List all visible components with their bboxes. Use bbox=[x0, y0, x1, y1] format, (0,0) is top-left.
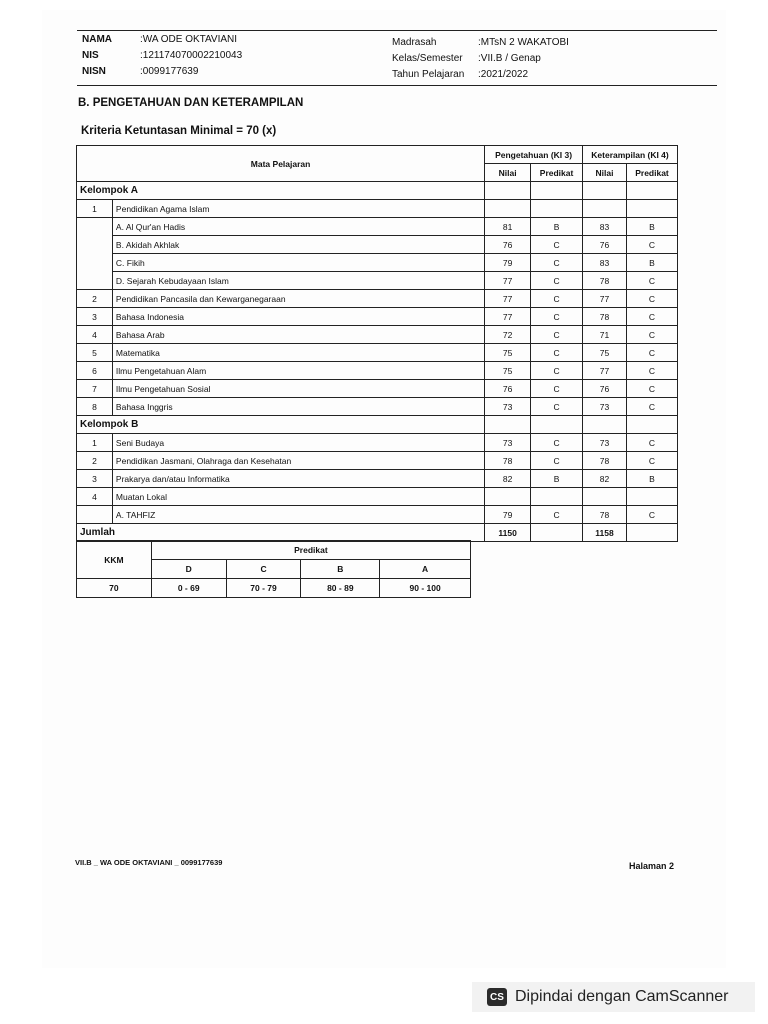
nilai-ki4: 76 bbox=[583, 380, 627, 398]
nilai-ki3: 81 bbox=[485, 218, 531, 236]
nisn-label: NISN bbox=[82, 66, 106, 77]
legend-predikat-label: Predikat bbox=[151, 541, 470, 560]
kkm-title: Kriteria Ketuntasan Minimal = 70 (x) bbox=[81, 125, 277, 137]
nilai-ki3-header: Nilai bbox=[485, 164, 531, 182]
nilai-ki4: 83 bbox=[583, 218, 627, 236]
empty-cell bbox=[531, 416, 583, 434]
tahun-value: 2021/2022 bbox=[480, 69, 529, 80]
nilai-ki4: 77 bbox=[583, 290, 627, 308]
predikat-ki4: C bbox=[626, 452, 677, 470]
row-subject: Pendidikan Jasmani, Olahraga dan Kesehatan bbox=[112, 452, 484, 470]
legend-range: 0 - 69 bbox=[151, 579, 226, 598]
row-subject: A. TAHFIZ bbox=[112, 506, 484, 524]
predikat-ki4: C bbox=[626, 344, 677, 362]
predikat-ki3: C bbox=[531, 272, 583, 290]
predikat-ki3-header: Predikat bbox=[531, 164, 583, 182]
row-no: 4 bbox=[77, 326, 113, 344]
row-subject: B. Akidah Akhlak bbox=[112, 236, 484, 254]
predikat-ki3: C bbox=[531, 326, 583, 344]
empty-cell bbox=[626, 524, 677, 542]
nama-label: NAMA bbox=[82, 34, 112, 45]
row-subject: Pendidikan Pancasila dan Kewarganegaraan bbox=[112, 290, 484, 308]
row-no: 3 bbox=[77, 470, 113, 488]
empty-cell bbox=[531, 524, 583, 542]
nilai-ki4: 78 bbox=[583, 308, 627, 326]
predikat-ki3: C bbox=[531, 506, 583, 524]
row-no: 2 bbox=[77, 452, 113, 470]
predikat-ki4: B bbox=[626, 218, 677, 236]
predikat-ki4-header: Predikat bbox=[626, 164, 677, 182]
nilai-ki3: 73 bbox=[485, 398, 531, 416]
grades-table bbox=[76, 145, 678, 542]
table-row bbox=[77, 344, 678, 362]
predikat-ki3: C bbox=[531, 290, 583, 308]
row-subject: C. Fikih bbox=[112, 254, 484, 272]
table-row bbox=[77, 254, 678, 272]
nilai-ki4: 83 bbox=[583, 254, 627, 272]
row-no-empty bbox=[77, 218, 113, 236]
row-subject: Muatan Lokal bbox=[112, 488, 484, 506]
nilai-ki3: 77 bbox=[485, 308, 531, 326]
nilai-ki4: 82 bbox=[583, 470, 627, 488]
table-row bbox=[77, 362, 678, 380]
madrasah-label: Madrasah bbox=[392, 37, 437, 48]
group-a-label: Kelompok A bbox=[77, 182, 485, 200]
predikat-ki3: C bbox=[531, 362, 583, 380]
predikat-ki3: C bbox=[531, 398, 583, 416]
group-b-label: Kelompok B bbox=[77, 416, 485, 434]
legend-grade: D bbox=[151, 560, 226, 579]
row-no: 5 bbox=[77, 344, 113, 362]
mapel-header: Mata Pelajaran bbox=[77, 146, 485, 182]
row-no: 8 bbox=[77, 398, 113, 416]
predikat-legend bbox=[76, 540, 471, 598]
predikat-ki4: B bbox=[626, 254, 677, 272]
empty-cell bbox=[485, 416, 531, 434]
legend-grade: B bbox=[301, 560, 380, 579]
row-subject: Bahasa Arab bbox=[112, 326, 484, 344]
row-no: 1 bbox=[77, 200, 113, 218]
tahun-label: Tahun Pelajaran bbox=[392, 69, 465, 80]
footer-student-id: VII.B _ WA ODE OKTAVIANI _ 0099177639 bbox=[75, 858, 223, 867]
nilai-ki3: 82 bbox=[485, 470, 531, 488]
empty-cell bbox=[531, 488, 583, 506]
nama-value: WA ODE OKTAVIANI bbox=[142, 34, 238, 45]
jumlah-label: Jumlah bbox=[77, 524, 485, 542]
predikat-ki3: B bbox=[531, 470, 583, 488]
camscanner-watermark bbox=[472, 982, 755, 1012]
predikat-ki4: C bbox=[626, 506, 677, 524]
row-no-empty bbox=[77, 272, 113, 290]
nilai-ki4: 77 bbox=[583, 362, 627, 380]
nilai-ki4: 78 bbox=[583, 506, 627, 524]
nilai-ki3: 76 bbox=[485, 236, 531, 254]
camscanner-logo-icon: CS bbox=[487, 988, 507, 1006]
empty-cell bbox=[583, 416, 627, 434]
nilai-ki3: 77 bbox=[485, 272, 531, 290]
row-no: 7 bbox=[77, 380, 113, 398]
nis-value: 121174070002210043 bbox=[142, 50, 243, 61]
row-subject: A. Al Qur'an Hadis bbox=[112, 218, 484, 236]
row-subject: D. Sejarah Kebudayaan Islam bbox=[112, 272, 484, 290]
jumlah-ki3: 1150 bbox=[485, 524, 531, 542]
nisn-value: 0099177639 bbox=[142, 66, 199, 77]
nilai-ki3: 75 bbox=[485, 362, 531, 380]
kelas-value: VII.B / Genap bbox=[480, 53, 541, 64]
page-number: Halaman 2 bbox=[629, 861, 675, 871]
table-row bbox=[77, 434, 678, 452]
predikat-ki4: C bbox=[626, 398, 677, 416]
predikat-ki4: C bbox=[626, 434, 677, 452]
nilai-ki4: 71 bbox=[583, 326, 627, 344]
row-subject: Seni Budaya bbox=[112, 434, 484, 452]
empty-cell bbox=[583, 488, 627, 506]
table-row bbox=[77, 380, 678, 398]
keterampilan-header: Keterampilan (KI 4) bbox=[583, 146, 678, 164]
row-no-empty bbox=[77, 506, 113, 524]
legend-kkm-value: 70 bbox=[77, 579, 152, 598]
nilai-ki4: 73 bbox=[583, 398, 627, 416]
table-row bbox=[77, 398, 678, 416]
predikat-ki4: C bbox=[626, 362, 677, 380]
nilai-ki4: 78 bbox=[583, 452, 627, 470]
empty-cell bbox=[626, 416, 677, 434]
nilai-ki4: 73 bbox=[583, 434, 627, 452]
kelas-label: Kelas/Semester bbox=[392, 53, 463, 64]
legend-kkm-label: KKM bbox=[77, 541, 152, 579]
jumlah-ki4: 1158 bbox=[583, 524, 627, 542]
row-subject: Ilmu Pengetahuan Sosial bbox=[112, 380, 484, 398]
nilai-ki3: 73 bbox=[485, 434, 531, 452]
row-subject: Pendidikan Agama Islam bbox=[112, 200, 484, 218]
predikat-ki3: B bbox=[531, 218, 583, 236]
nilai-ki4: 76 bbox=[583, 236, 627, 254]
predikat-ki3: C bbox=[531, 254, 583, 272]
madrasah-value: MTsN 2 WAKATOBI bbox=[480, 37, 569, 48]
nis-label: NIS bbox=[82, 50, 99, 61]
predikat-ki4: C bbox=[626, 326, 677, 344]
table-row bbox=[77, 326, 678, 344]
header-bottom-rule bbox=[77, 85, 717, 86]
legend-range: 70 - 79 bbox=[226, 579, 301, 598]
nilai-ki3: 72 bbox=[485, 326, 531, 344]
table-row bbox=[77, 200, 678, 218]
table-row bbox=[77, 452, 678, 470]
nilai-ki3: 77 bbox=[485, 290, 531, 308]
nilai-ki3: 79 bbox=[485, 506, 531, 524]
row-no: 3 bbox=[77, 308, 113, 326]
nilai-ki3: 76 bbox=[485, 380, 531, 398]
row-no: 1 bbox=[77, 434, 113, 452]
table-row bbox=[77, 236, 678, 254]
nilai-ki4-header: Nilai bbox=[583, 164, 627, 182]
table-row bbox=[77, 308, 678, 326]
row-subject: Bahasa Inggris bbox=[112, 398, 484, 416]
empty-cell bbox=[485, 488, 531, 506]
predikat-ki3: C bbox=[531, 434, 583, 452]
row-no-empty bbox=[77, 254, 113, 272]
row-subject: Matematika bbox=[112, 344, 484, 362]
table-row bbox=[77, 218, 678, 236]
row-subject: Bahasa Indonesia bbox=[112, 308, 484, 326]
predikat-ki4: C bbox=[626, 236, 677, 254]
predikat-ki4: C bbox=[626, 380, 677, 398]
predikat-ki4: C bbox=[626, 308, 677, 326]
predikat-ki3: C bbox=[531, 452, 583, 470]
nilai-ki4: 75 bbox=[583, 344, 627, 362]
table-row bbox=[77, 470, 678, 488]
predikat-ki3: C bbox=[531, 308, 583, 326]
row-no: 4 bbox=[77, 488, 113, 506]
predikat-ki3: C bbox=[531, 380, 583, 398]
table-row bbox=[77, 488, 678, 506]
predikat-ki4: C bbox=[626, 290, 677, 308]
nilai-ki3: 78 bbox=[485, 452, 531, 470]
row-subject: Ilmu Pengetahuan Alam bbox=[112, 362, 484, 380]
report-page bbox=[42, 10, 726, 968]
section-title: B. PENGETAHUAN DAN KETERAMPILAN bbox=[78, 97, 304, 109]
legend-range: 90 - 100 bbox=[380, 579, 471, 598]
camscanner-text: Dipindai dengan CamScanner bbox=[515, 988, 729, 1005]
predikat-ki4: C bbox=[626, 272, 677, 290]
predikat-ki3: C bbox=[531, 344, 583, 362]
empty-cell bbox=[626, 488, 677, 506]
nilai-ki3: 75 bbox=[485, 344, 531, 362]
row-no: 6 bbox=[77, 362, 113, 380]
row-subject: Prakarya dan/atau Informatika bbox=[112, 470, 484, 488]
nilai-ki3: 79 bbox=[485, 254, 531, 272]
predikat-ki3: C bbox=[531, 236, 583, 254]
nilai-ki4: 78 bbox=[583, 272, 627, 290]
table-row bbox=[77, 290, 678, 308]
row-no: 2 bbox=[77, 290, 113, 308]
predikat-ki4: B bbox=[626, 470, 677, 488]
legend-range: 80 - 89 bbox=[301, 579, 380, 598]
row-no-empty bbox=[77, 236, 113, 254]
student-info: NAMA :WA ODE OKTAVIANI NIS :121174070002210043 NISN :0099177639 Madrasah :MTsN 2 WAKATOBI Kelas/Semester :VII.B / Genap Tahun Pelajaran :2021/2022 bbox=[82, 34, 569, 80]
legend-grade: A bbox=[380, 560, 471, 579]
legend-grade: C bbox=[226, 560, 301, 579]
pengetahuan-header: Pengetahuan (KI 3) bbox=[485, 146, 583, 164]
table-row bbox=[77, 506, 678, 524]
table-row bbox=[77, 272, 678, 290]
